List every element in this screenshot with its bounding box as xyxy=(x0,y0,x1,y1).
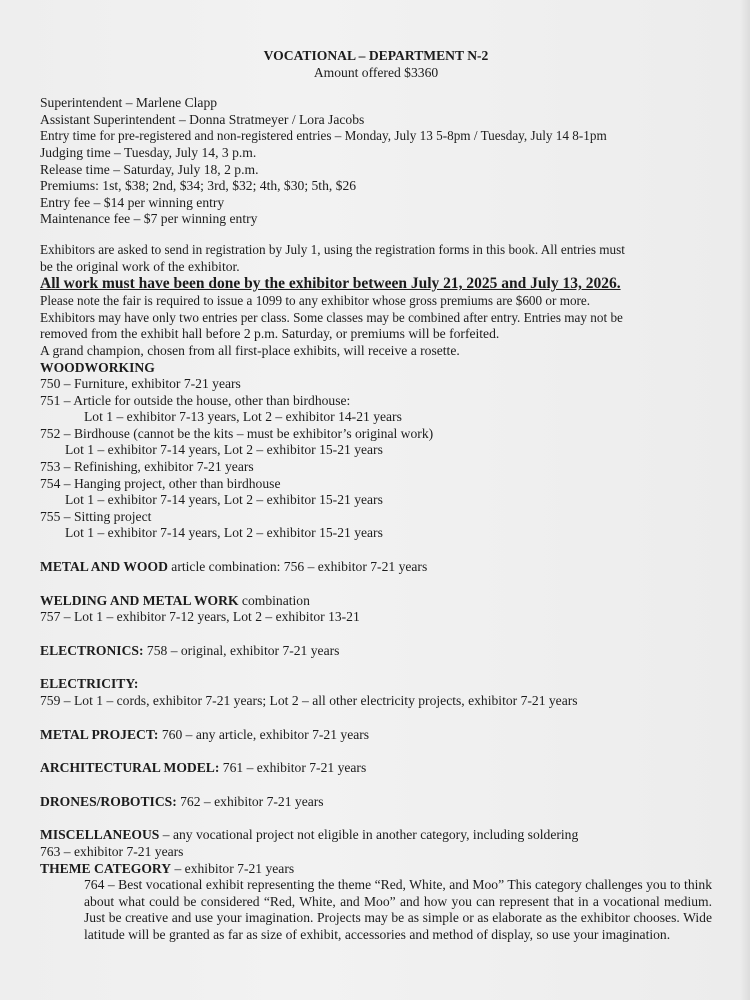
theme-text: – exhibitor 7-21 years xyxy=(171,860,295,876)
welding-text: combination xyxy=(238,592,310,608)
drones-heading: DRONES/ROBOTICS: xyxy=(40,793,177,809)
metal-project-section xyxy=(40,727,712,744)
architectural-heading: ARCHITECTURAL MODEL: xyxy=(40,760,220,776)
assistant-superintendent: Assistant Superintendent – Donna Stratmeyer / Lora Jacobs xyxy=(40,111,365,127)
welding-heading: WELDING AND METAL WORK xyxy=(40,592,239,608)
electricity-lots: 759 – Lot 1 – cords, exhibitor 7-21 years; Lot 2 – all other electricity projects, exhibitor 7-21 years xyxy=(40,693,578,708)
theme-paragraph: 764 – Best vocational exhibit representing the theme “Red, White, and Moo” This category challenges you to think about what could be considered “Red, White, and Moo” and how you can represent that in a vocational medium. Just be creative and use your imagination. Projects may be as simple or as elaborate as the exhibitor chooses. Wide latitude will be granted as far as size of exhibit, accessories and method of display, so use your imagination. xyxy=(84,877,712,942)
maintenance-fee: Maintenance fee – $7 per winning entry xyxy=(40,211,258,227)
metal-wood-section xyxy=(40,559,712,576)
form-1099-note: Please note the fair is required to issue a 1099 to any exhibitor whose gross premiums are $600 or more. xyxy=(40,293,591,309)
woodworking-line: Lot 1 – exhibitor 7-14 years, Lot 2 – exhibitor 15-21 years xyxy=(65,492,383,508)
architectural-text: 761 – exhibitor 7-21 years xyxy=(219,760,367,776)
misc-heading: MISCELLANEOUS xyxy=(40,827,160,843)
theme-section xyxy=(40,861,712,878)
woodworking-line: 754 – Hanging project, other than birdhouse xyxy=(40,475,281,491)
electronics-section xyxy=(40,643,712,660)
entries-note-1: Exhibitors may have only two entries per class. Some classes may be combined after entry. Entries may not be xyxy=(40,309,623,325)
woodworking-line: 755 – Sitting project xyxy=(40,508,152,524)
registration-note-1: Exhibitors are asked to send in registration by July 1, using the registration forms in this book. All entries must xyxy=(40,241,625,257)
rosette-note: A grand champion, chosen from all first-place exhibits, will receive a rosette. xyxy=(40,342,460,358)
misc-section xyxy=(40,827,712,844)
metal-project-text: 760 – any article, exhibitor 7-21 years xyxy=(158,726,370,742)
judging-time: Judging time – Tuesday, July 14, 3 p.m. xyxy=(40,144,257,160)
woodworking-line: Lot 1 – exhibitor 7-13 years, Lot 2 – exhibitor 14-21 years xyxy=(84,409,402,425)
woodworking-heading: WOODWORKING xyxy=(40,359,155,375)
entry-fee: Entry fee – $14 per winning entry xyxy=(40,194,225,210)
architectural-section xyxy=(40,760,712,777)
metal-wood-heading: METAL AND WOOD xyxy=(40,559,168,575)
premiums: Premiums: 1st, $38; 2nd, $34; 3rd, $32; 4th, $30; 5th, $26 xyxy=(40,178,357,194)
welding-section xyxy=(40,593,712,610)
superintendent: Superintendent – Marlene Clapp xyxy=(40,95,218,111)
metal-project-heading: METAL PROJECT: xyxy=(40,726,159,742)
woodworking-line: 751 – Article for outside the house, other than birdhouse: xyxy=(40,392,351,408)
electricity-heading: ELECTRICITY: xyxy=(40,676,139,692)
woodworking-line: 750 – Furniture, exhibitor 7-21 years xyxy=(40,376,241,392)
metal-wood-text: article combination: 756 – exhibitor 7-21 years xyxy=(167,559,428,575)
document-content xyxy=(40,48,712,944)
electronics-heading: ELECTRONICS: xyxy=(40,642,144,658)
department-title: VOCATIONAL – DEPARTMENT N-2 xyxy=(263,48,489,63)
amount-offered: Amount offered $3360 xyxy=(313,64,439,80)
woodworking-line: Lot 1 – exhibitor 7-14 years, Lot 2 – exhibitor 15-21 years xyxy=(65,525,383,541)
woodworking-line: Lot 1 – exhibitor 7-14 years, Lot 2 – exhibitor 15-21 years xyxy=(65,442,383,458)
woodworking-line: 752 – Birdhouse (cannot be the kits – must be exhibitor’s original work) xyxy=(40,425,434,441)
page-edge-shadow xyxy=(740,0,750,1000)
drones-section xyxy=(40,794,712,811)
theme-heading: THEME CATEGORY xyxy=(40,860,172,876)
all-work-notice: All work must have been done by the exhibitor between July 21, 2025 and July 13, 2026. xyxy=(40,275,621,293)
release-time: Release time – Saturday, July 18, 2 p.m. xyxy=(40,161,259,177)
entry-time: Entry time for pre-registered and non-registered entries – Monday, July 13 5-8pm / Tuesday, July 14 8-1pm xyxy=(40,128,607,144)
misc-text: – any vocational project not eligible in another category, including soldering xyxy=(159,827,579,843)
electronics-text: 758 – original, exhibitor 7-21 years xyxy=(143,642,340,658)
welding-lots: 757 – Lot 1 – exhibitor 7-12 years, Lot 2 – exhibitor 13-21 xyxy=(40,609,360,625)
registration-note-2: be the original work of the exhibitor. xyxy=(40,258,240,274)
woodworking-list xyxy=(40,376,712,542)
woodworking-line: 753 – Refinishing, exhibitor 7-21 years xyxy=(40,459,254,475)
entries-note-2: removed from the exhibit hall before 2 p.m. Saturday, or premiums will be forfeited. xyxy=(40,326,500,342)
drones-text: 762 – exhibitor 7-21 years xyxy=(176,793,324,809)
misc-class: 763 – exhibitor 7-21 years xyxy=(40,843,184,859)
